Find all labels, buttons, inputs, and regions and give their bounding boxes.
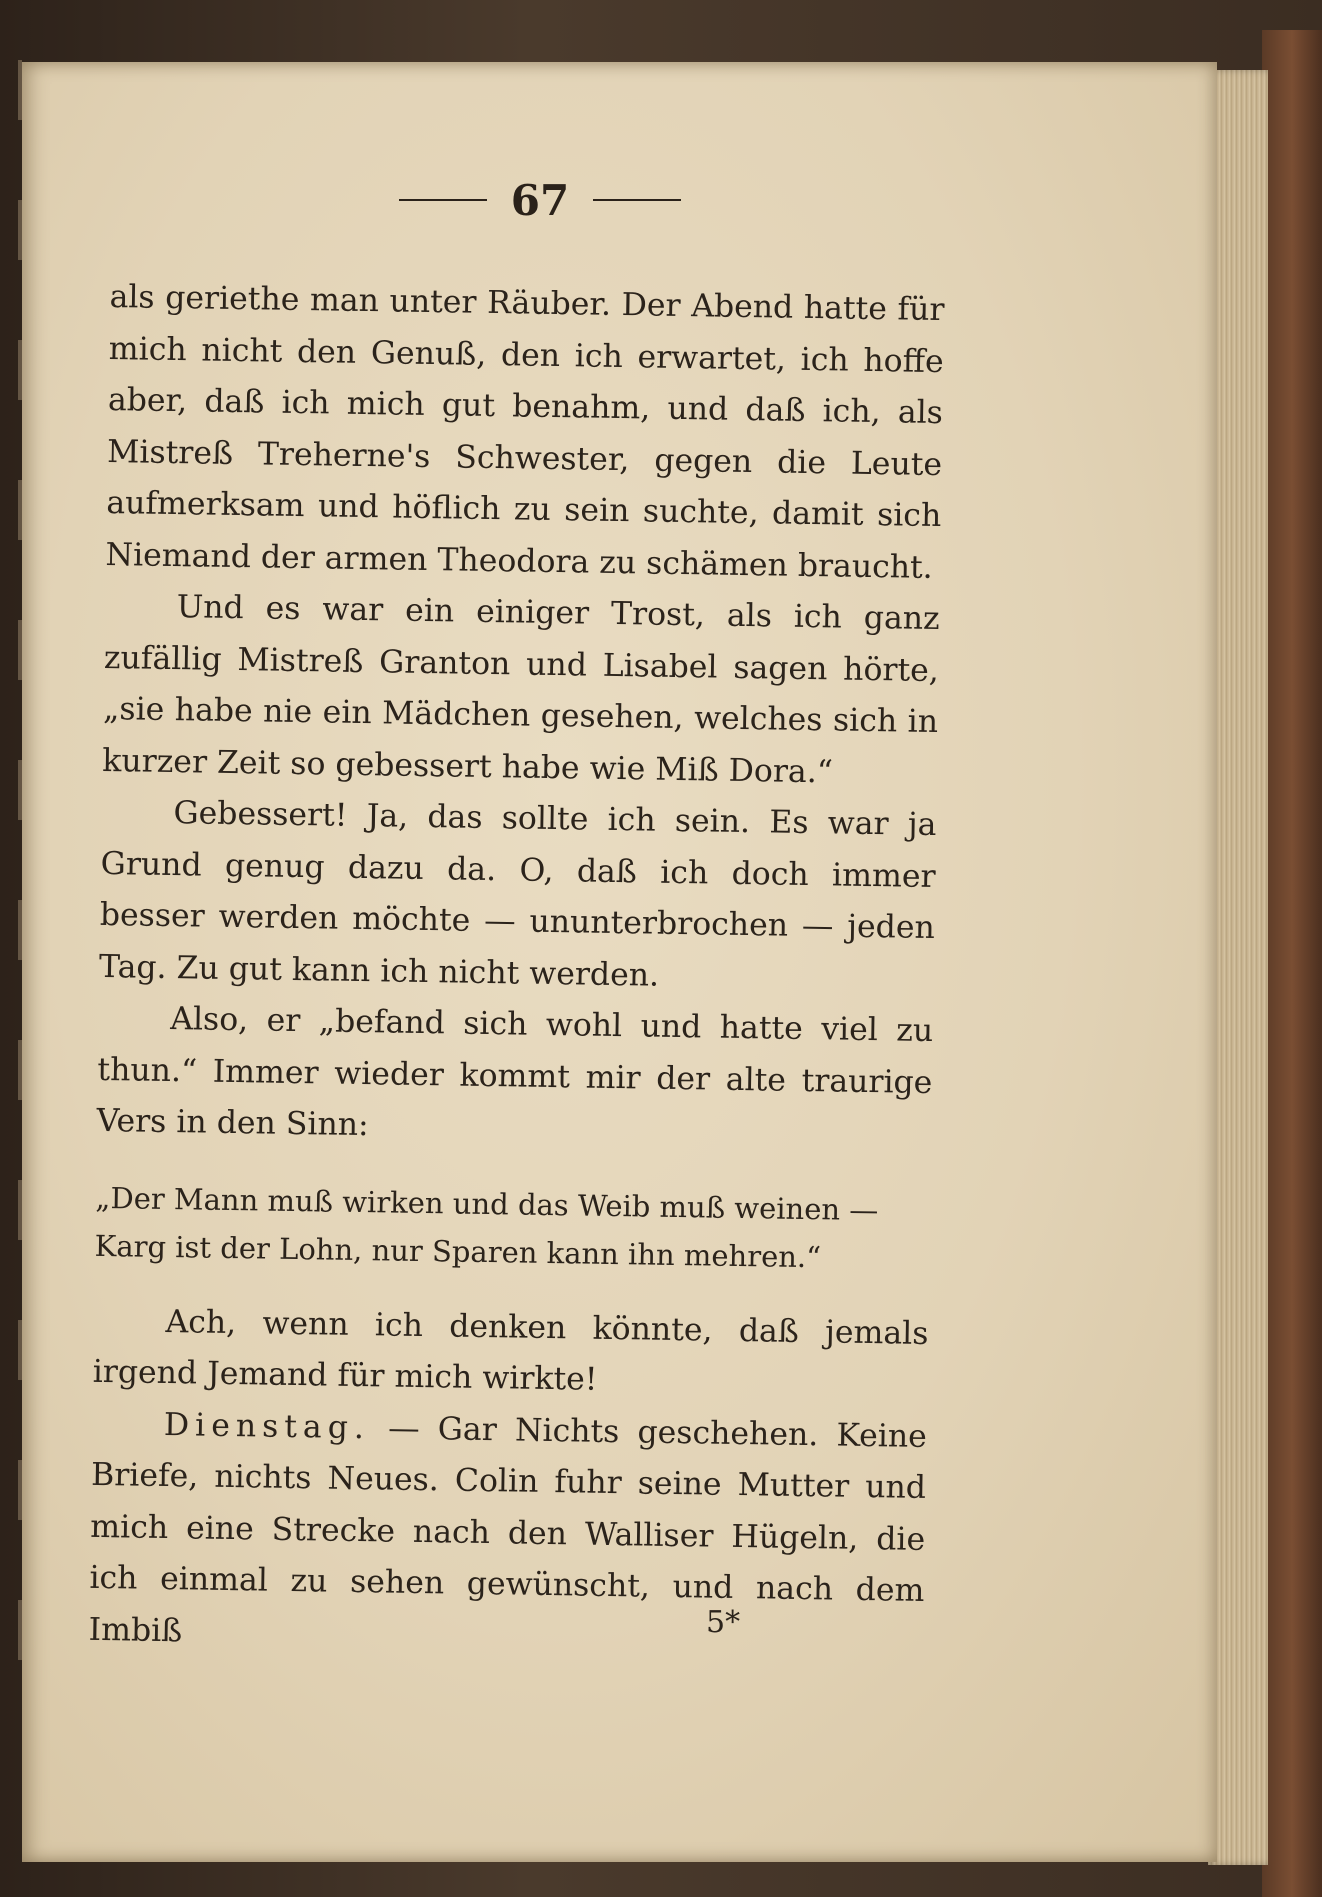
binding-shadow — [18, 60, 22, 1660]
paragraph-6 — [88, 1398, 927, 1669]
day-heading: Dienstag. — [163, 1406, 371, 1446]
paragraph-3: Gebessert! Ja, das sollte ich sein. Es war ja Grund genug dazu da. O, daß ich doch immer besser werden möchte — ununterbrochen — jeden Tag. Zu gut kann ich nicht werden. — [98, 795, 937, 994]
paragraph-5: Ach, wenn ich denken könnte, daß jemals irgend Jemand für mich wirkte! — [92, 1303, 929, 1398]
paragraph-4: Also, er „befand sich wohl und hatte viel zu thun.“ Immer wieder kommt mir der alte traurige Vers in den Sinn: — [96, 1001, 934, 1144]
header-rule-right — [593, 199, 681, 201]
paragraph-1: als geriethe man unter Räuber. Der Abend hatte für mich nicht den Genuß, den ich erwartet, ich hoffe aber, daß ich mich gut benahm, und daß ich, als Mistreß Treherne's Schwester, gegen die Leute aufmerksam und höflich zu sein suchte, damit sich Niemand der armen Theodora zu schämen braucht. — [105, 278, 945, 586]
verse-line-1: „Der Mann muß wirken und das Weib muß weinen — — [95, 1180, 879, 1227]
signature-mark: 5* — [706, 1605, 741, 1640]
header-rule-left — [399, 199, 487, 201]
page-text — [88, 272, 945, 1669]
book-cover-edge — [1262, 30, 1322, 1897]
paragraph-6-text: — Gar Nichts geschehen. Keine Briefe, nichts Neues. Colin fuhr seine Mutter und mich eine Strecke nach den Walliser Hügeln, die ich einmal zu sehen gewünscht, und nach dem Imbiß — [88, 1409, 928, 1649]
page-number: 67 — [510, 175, 570, 225]
page-header — [370, 170, 710, 230]
verse-quote — [94, 1173, 930, 1282]
verse-line-2: Karg ist der Lohn, nur Sparen kann ihn mehren.“ — [94, 1228, 822, 1274]
page-edges — [1208, 70, 1268, 1865]
paragraph-2: Und es war ein einiger Trost, als ich ganz zufällig Mistreß Granton und Lisabel sagen hörte, „sie habe nie ein Mädchen gesehen, welches sich in kurzer Zeit so gebessert habe wie Miß Dora.“ — [102, 589, 940, 790]
